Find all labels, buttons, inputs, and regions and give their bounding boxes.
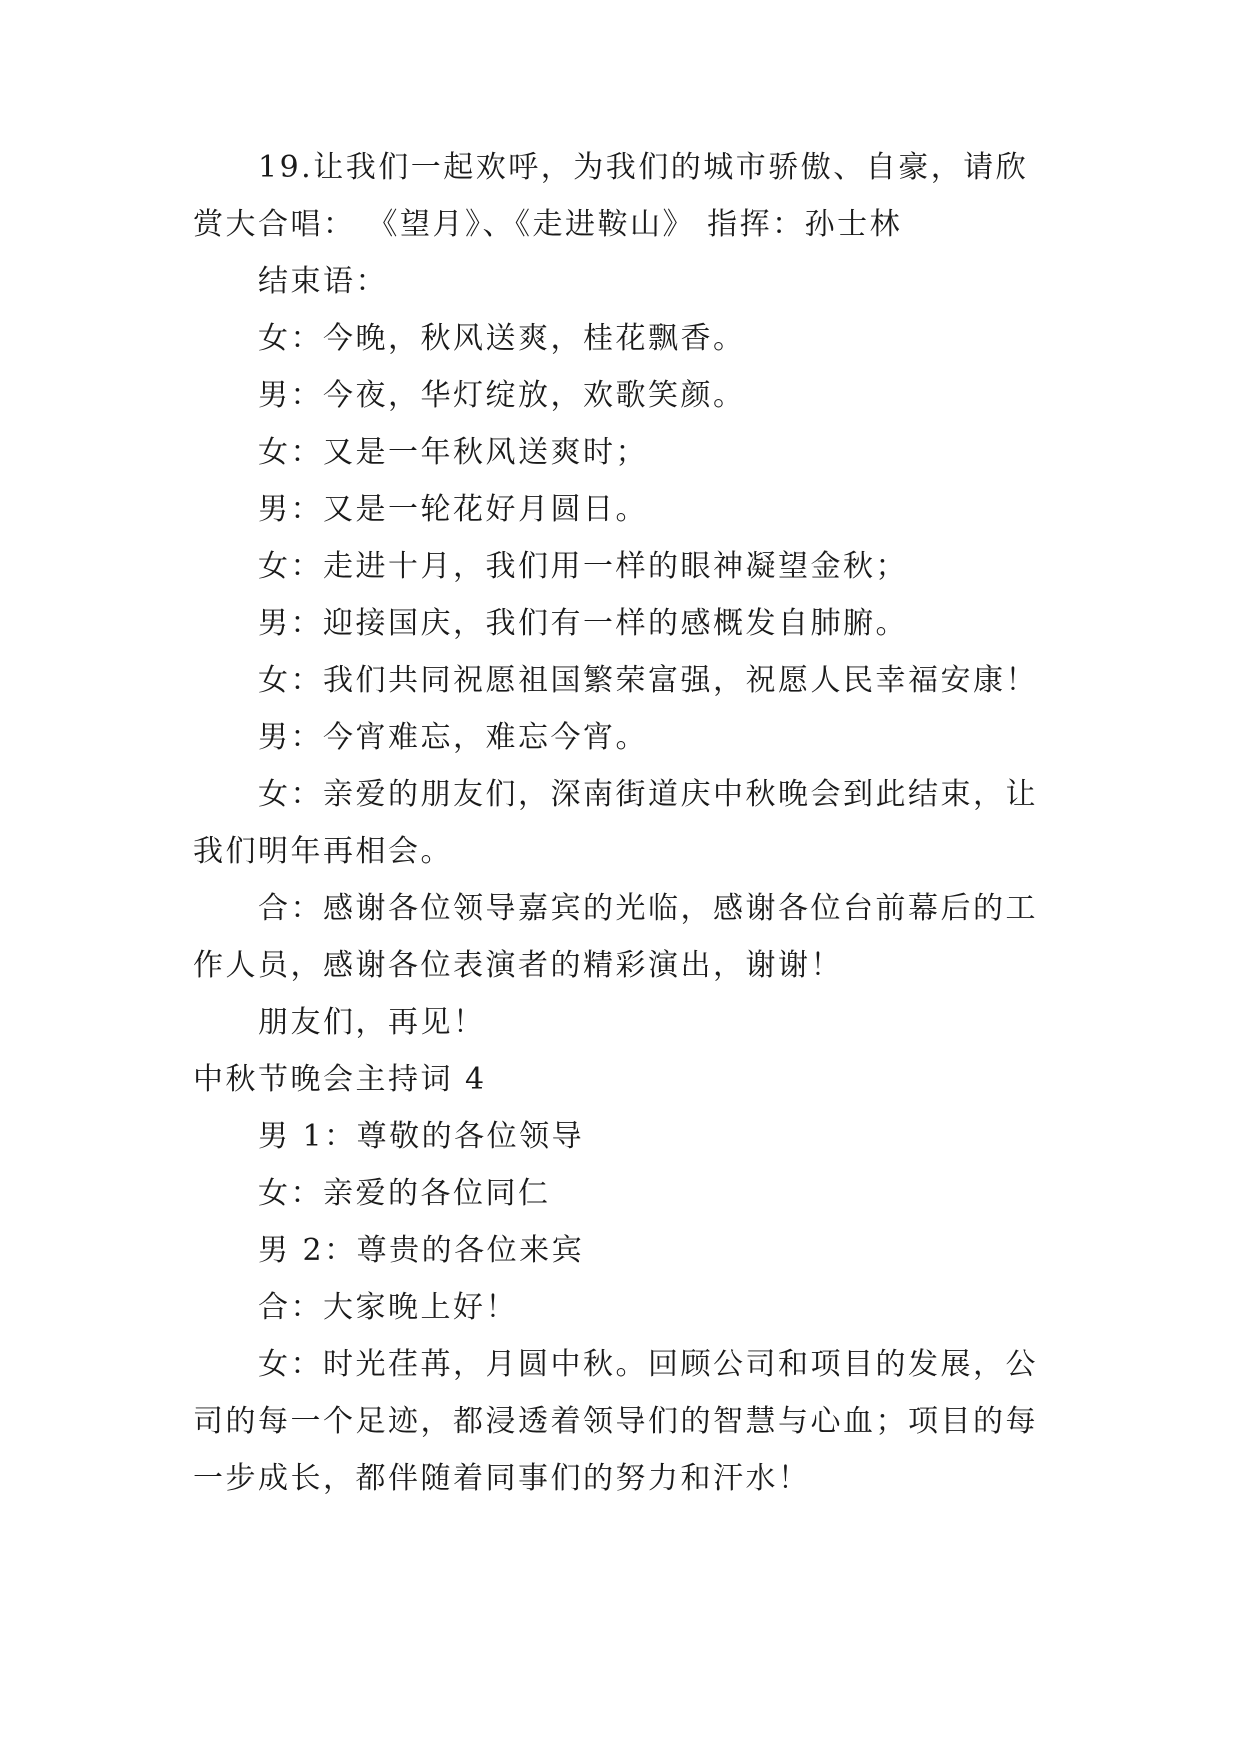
section-heading: 中秋节晚会主持词 4 bbox=[193, 1062, 487, 1097]
paragraph-line: 赏大合唱： 《望月》、《走进鞍山》 指挥：孙士林 bbox=[193, 207, 903, 242]
paragraph-line: 19.让我们一起欢呼，为我们的城市骄傲、自豪，请欣 bbox=[258, 150, 1029, 185]
paragraph-line: 女：又是一年秋风送爽时； bbox=[258, 435, 648, 470]
paragraph-line: 男：今夜，华灯绽放，欢歌笑颜。 bbox=[258, 378, 746, 413]
paragraph-line: 男：又是一轮花好月圆日。 bbox=[258, 492, 648, 527]
paragraph-line: 女：我们共同祝愿祖国繁荣富强，祝愿人民幸福安康！ bbox=[258, 663, 1038, 698]
paragraph-line: 作人员，感谢各位表演者的精彩演出，谢谢！ bbox=[193, 948, 843, 983]
paragraph-line: 女：时光荏苒，月圆中秋。回顾公司和项目的发展，公 bbox=[258, 1347, 1038, 1382]
paragraph-line: 男 1：尊敬的各位领导 bbox=[258, 1119, 585, 1154]
paragraph-line: 女：今晚，秋风送爽，桂花飘香。 bbox=[258, 321, 746, 356]
paragraph-line: 一步成长，都伴随着同事们的努力和汗水！ bbox=[193, 1461, 811, 1496]
paragraph-line: 女：亲爱的各位同仁 bbox=[258, 1176, 551, 1211]
paragraph-line: 女：亲爱的朋友们，深南街道庆中秋晚会到此结束，让 bbox=[258, 777, 1038, 812]
paragraph-line: 我们明年再相会。 bbox=[193, 834, 453, 869]
paragraph-line: 男：迎接国庆，我们有一样的感概发自肺腑。 bbox=[258, 606, 908, 641]
paragraph-line: 男：今宵难忘，难忘今宵。 bbox=[258, 720, 648, 755]
paragraph-line: 合：感谢各位领导嘉宾的光临，感谢各位台前幕后的工 bbox=[258, 891, 1038, 926]
paragraph-line: 男 2：尊贵的各位来宾 bbox=[258, 1233, 585, 1268]
paragraph-line: 司的每一个足迹，都浸透着领导们的智慧与心血；项目的每 bbox=[193, 1404, 1038, 1439]
paragraph-line: 女：走进十月，我们用一样的眼神凝望金秋； bbox=[258, 549, 908, 584]
paragraph-line: 朋友们，再见！ bbox=[258, 1005, 486, 1040]
paragraph-line: 结束语： bbox=[258, 264, 388, 299]
paragraph-line: 合：大家晚上好！ bbox=[258, 1290, 518, 1325]
